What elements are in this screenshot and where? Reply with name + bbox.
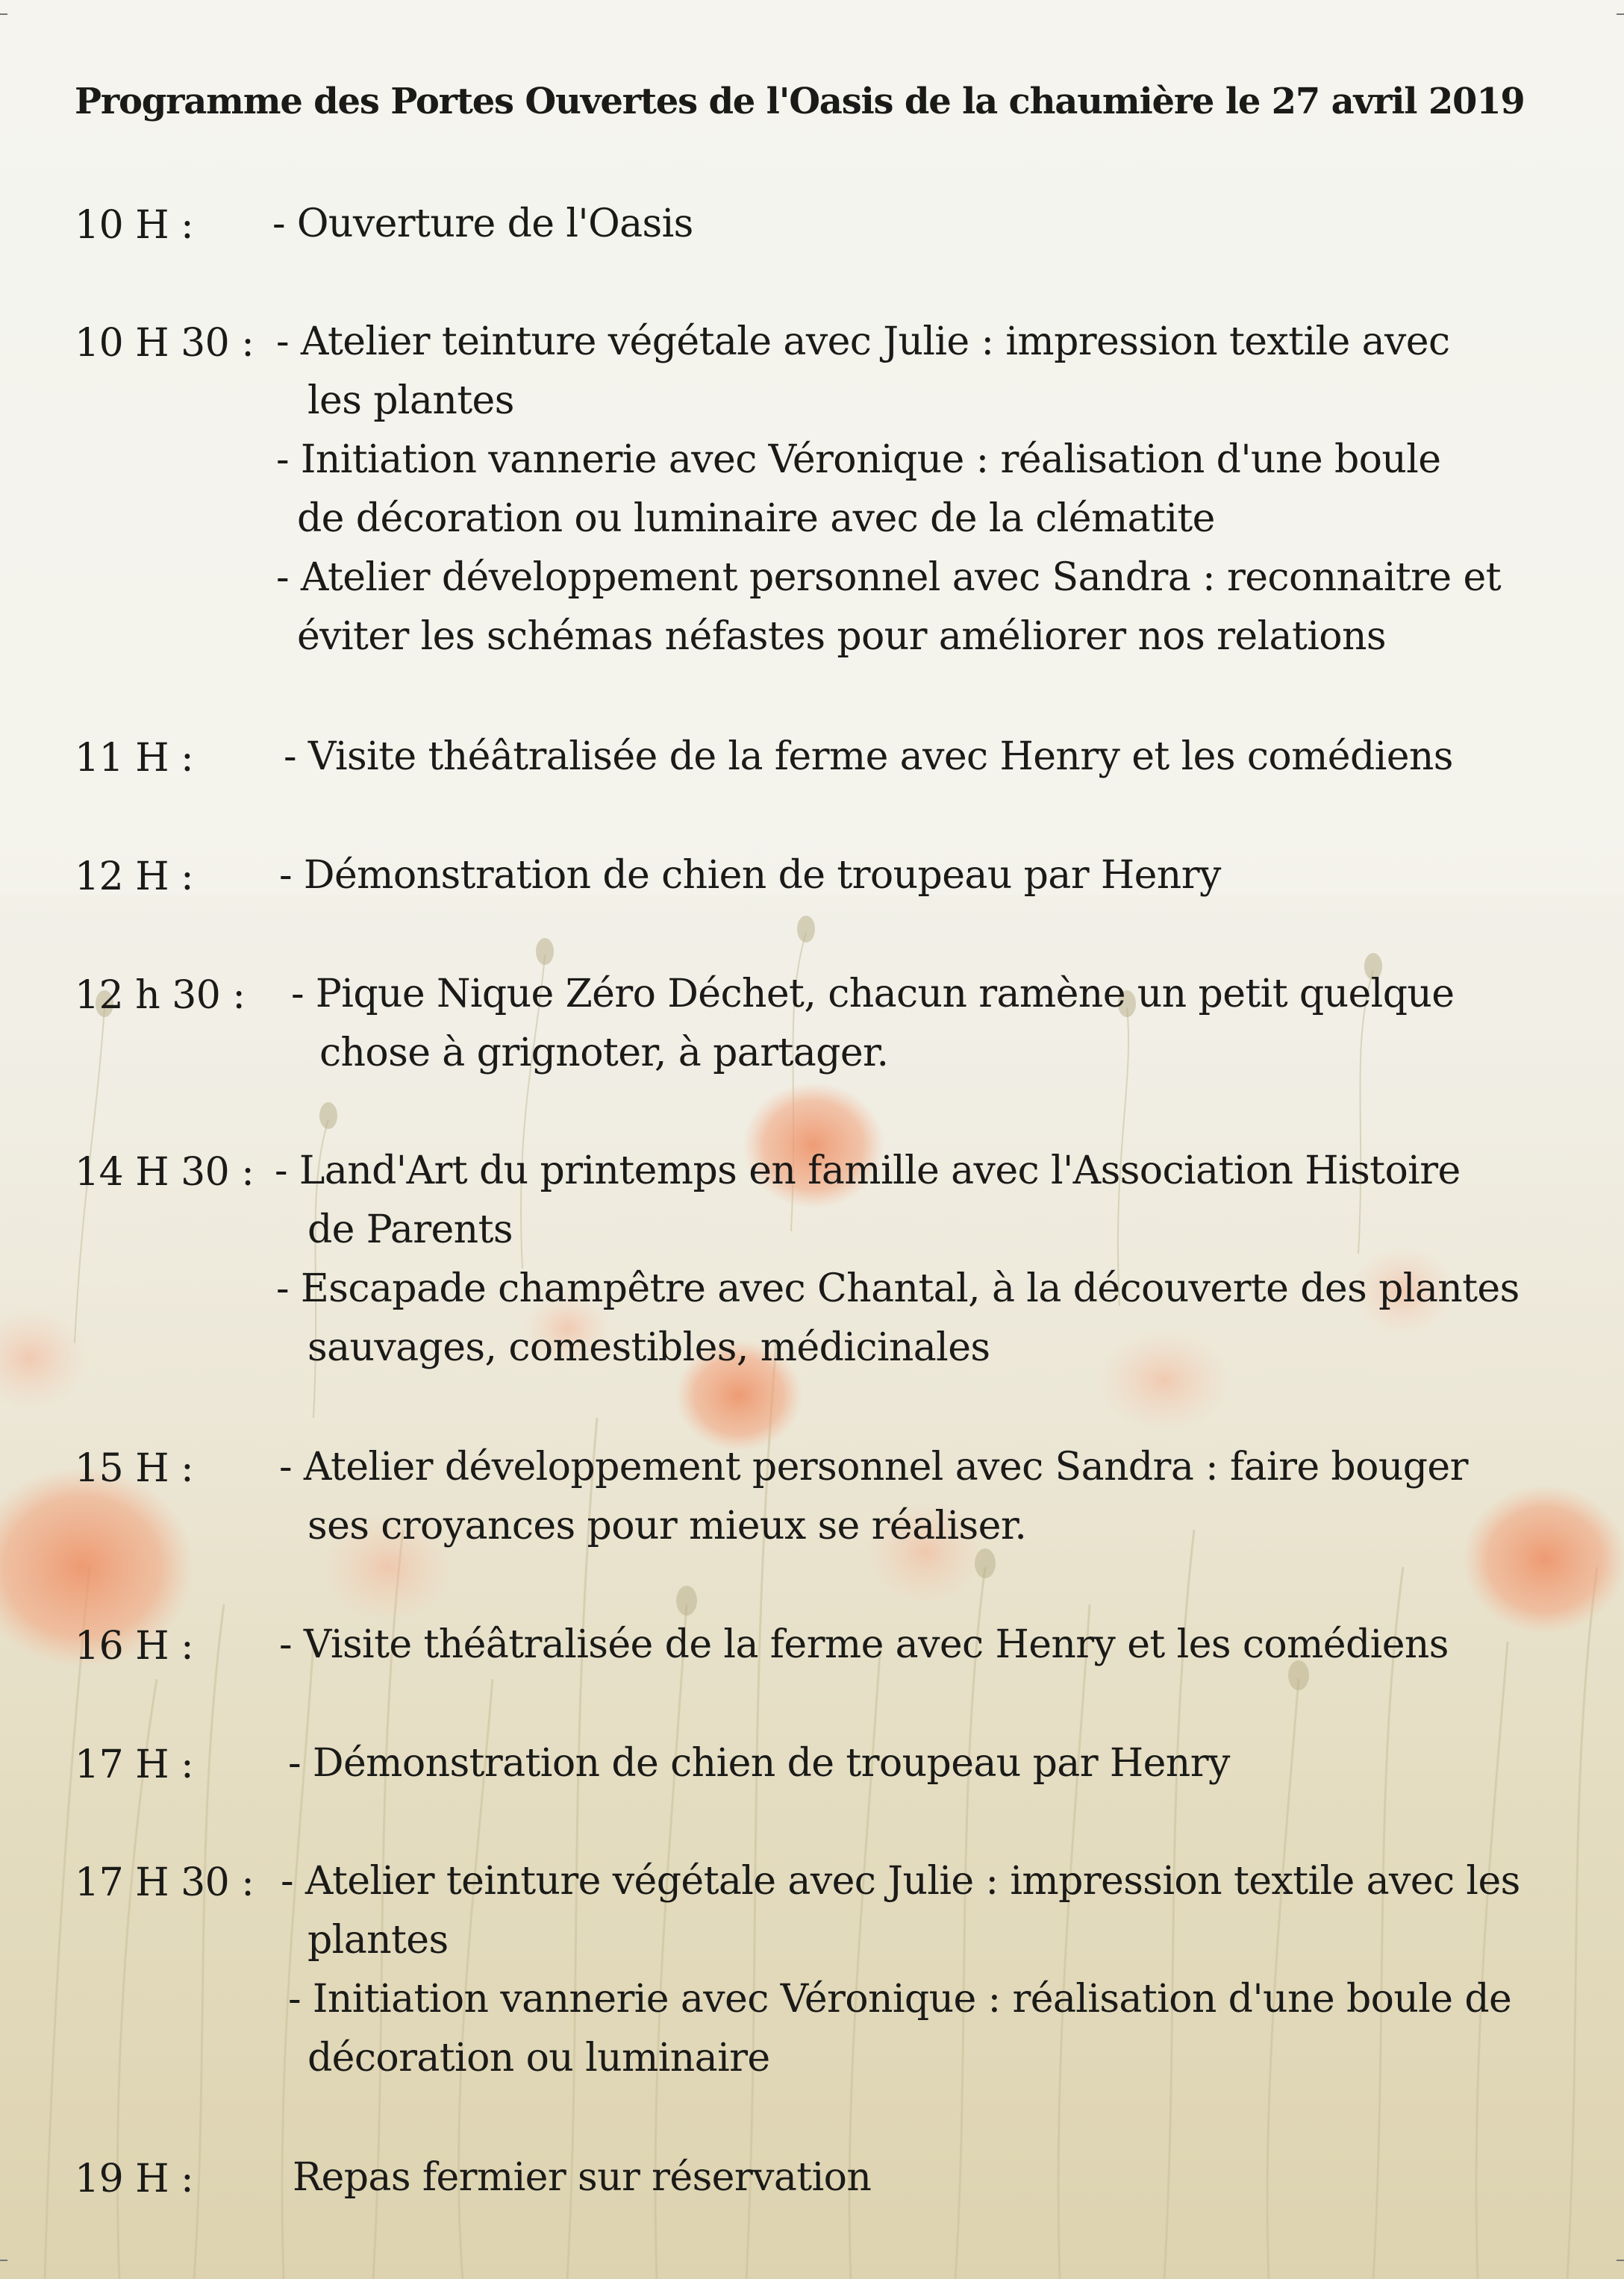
slot-time: 17 H 30 : [75, 1860, 254, 1905]
activity-line: Repas fermier sur réservation [293, 2155, 872, 2200]
crop-mark [0, 13, 7, 15]
activity-line: - Atelier développement personnel avec Sandra : reconnaitre et [276, 555, 1501, 600]
activity-line: - Initiation vannerie avec Véronique : réalisation d'une boule [276, 437, 1441, 482]
activity-line: plantes [307, 1918, 449, 1963]
activity-line: - Atelier teinture végétale avec Julie : impression textile avec les [281, 1859, 1520, 1904]
slot-time: 10 H : [75, 203, 194, 248]
crop-mark [1617, 2260, 1624, 2261]
activity-line: - Pique Nique Zéro Déchet, chacun ramène un petit quelque [291, 972, 1455, 1016]
page-title: Programme des Portes Ouvertes de l'Oasis de la chaumière le 27 avril 2019 [75, 81, 1525, 122]
activity-line: - Initiation vannerie avec Véronique : réalisation d'une boule de [288, 1977, 1512, 2022]
activity-line: - Escapade champêtre avec Chantal, à la découverte des plantes [276, 1266, 1520, 1311]
slot-time: 15 H : [75, 1446, 194, 1491]
activity-line: décoration ou luminaire [307, 2036, 770, 2081]
activity-line: - Atelier teinture végétale avec Julie : impression textile avec [276, 319, 1450, 364]
slot-time: 16 H : [75, 1624, 194, 1669]
activity-line: de Parents [307, 1207, 513, 1252]
activity-line: ses croyances pour mieux se réaliser. [307, 1504, 1027, 1548]
activity-line: - Démonstration de chien de troupeau par Henry [288, 1741, 1230, 1786]
activity-line: - Ouverture de l'Oasis [272, 201, 693, 246]
activity-line: - Démonstration de chien de troupeau par Henry [279, 853, 1221, 898]
activity-line: - Visite théâtralisée de la ferme avec Henry et les comédiens [279, 1622, 1449, 1667]
activity-line: - Atelier développement personnel avec Sandra : faire bouger [279, 1445, 1468, 1489]
slot-time: 14 H 30 : [75, 1150, 254, 1195]
slot-time: 12 H : [75, 854, 194, 899]
crop-mark [0, 2260, 7, 2261]
activity-line: sauvages, comestibles, médicinales [307, 1325, 990, 1370]
slot-time: 12 h 30 : [75, 973, 246, 1018]
activity-line: éviter les schémas néfastes pour améliorer nos relations [297, 614, 1386, 659]
slot-time: 11 H : [75, 736, 194, 781]
activity-line: - Land'Art du printemps en famille avec l'Association Histoire [275, 1148, 1461, 1193]
slot-time: 17 H : [75, 1742, 194, 1787]
slot-time: 19 H : [75, 2157, 194, 2201]
slot-time: 10 H 30 : [75, 321, 254, 366]
activity-line: les plantes [307, 378, 514, 423]
activity-line: - Visite théâtralisée de la ferme avec Henry et les comédiens [284, 734, 1453, 779]
crop-mark [1617, 13, 1624, 15]
activity-line: chose à grignoter, à partager. [319, 1031, 889, 1075]
activity-line: de décoration ou luminaire avec de la clématite [297, 496, 1215, 541]
